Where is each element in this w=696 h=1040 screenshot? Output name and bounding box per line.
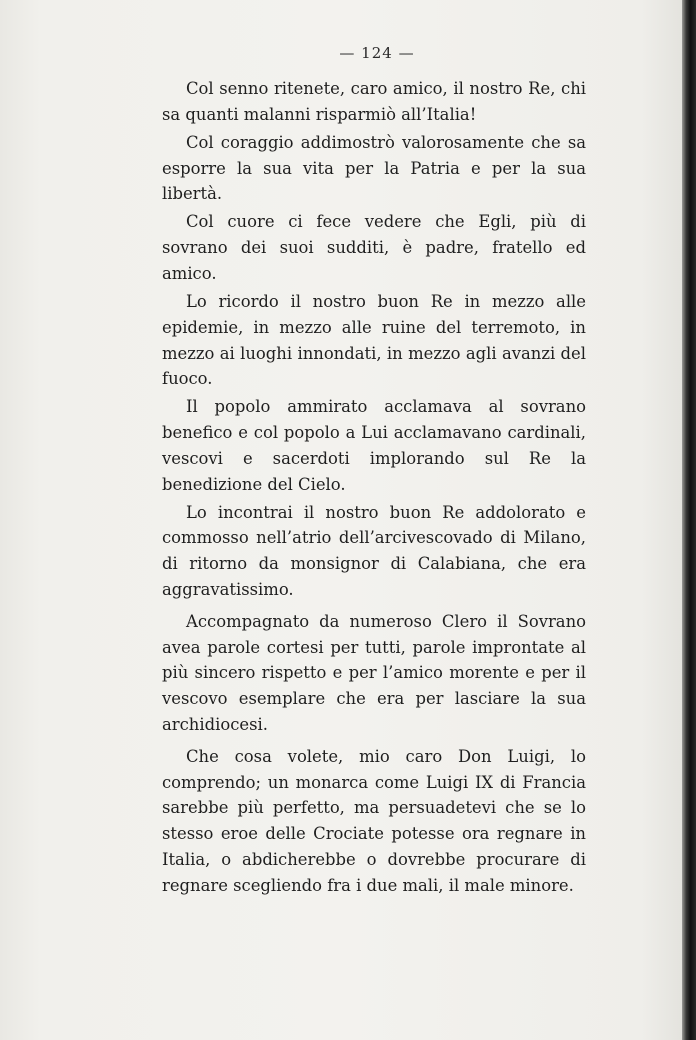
body-text bbox=[162, 76, 586, 901]
paragraph-2: Col coraggio addimostrò valorosamente che sa esporre la sua vita per la Patria e per la sua libertà. bbox=[162, 132, 586, 204]
paragraph-6: Lo incontrai il nostro buon Re addolorato e commosso nell’atrio dell’arcivescovado di Milano, di ritorno da monsignor di Calabiana, che era aggravatissimo. bbox=[162, 502, 586, 600]
paragraph-7: Accompagnato da numeroso Clero il Sovrano avea parole cortesi per tutti, parole improntate al più sincero rispetto e per l’amico morente e per il vescovo esemplare che era per lasciare la sua archidiocesi. bbox=[162, 611, 586, 735]
paragraph-8: Che cosa volete, mio caro Don Luigi, lo comprendo; un monarca come Luigi IX di Francia sarebbe più perfetto, ma persuadetevi che se lo stesso eroe delle Crociate potesse ora regnare in Italia, o abdicherebbe o dovrebbe procurare di regnare scegliendo fra i due mali, il male minore. bbox=[162, 746, 586, 895]
paragraph-4: Lo ricordo il nostro buon Re in mezzo alle epidemie, in mezzo alle ruine del terremoto, in mezzo ai luoghi innondati, in mezzo agli avanzi del fuoco. bbox=[162, 291, 586, 389]
paragraph-1: Col senno ritenete, caro amico, il nostro Re, chi sa quanti malanni risparmiò all’Italia! bbox=[162, 79, 586, 124]
paragraph-5: Il popolo ammirato acclamava al sovrano benefico e col popolo a Lui acclamavano cardinali, vescovi e sacerdoti implorando sul Re la benedizione del Cielo. bbox=[162, 397, 586, 494]
page-number: — 124 — bbox=[339, 44, 415, 62]
book-binding-edge bbox=[682, 0, 696, 1040]
paragraph-3: Col cuore ci fece vedere che Egli, più di sovrano dei suoi sudditi, è padre, fratello ed amico. bbox=[162, 212, 586, 283]
